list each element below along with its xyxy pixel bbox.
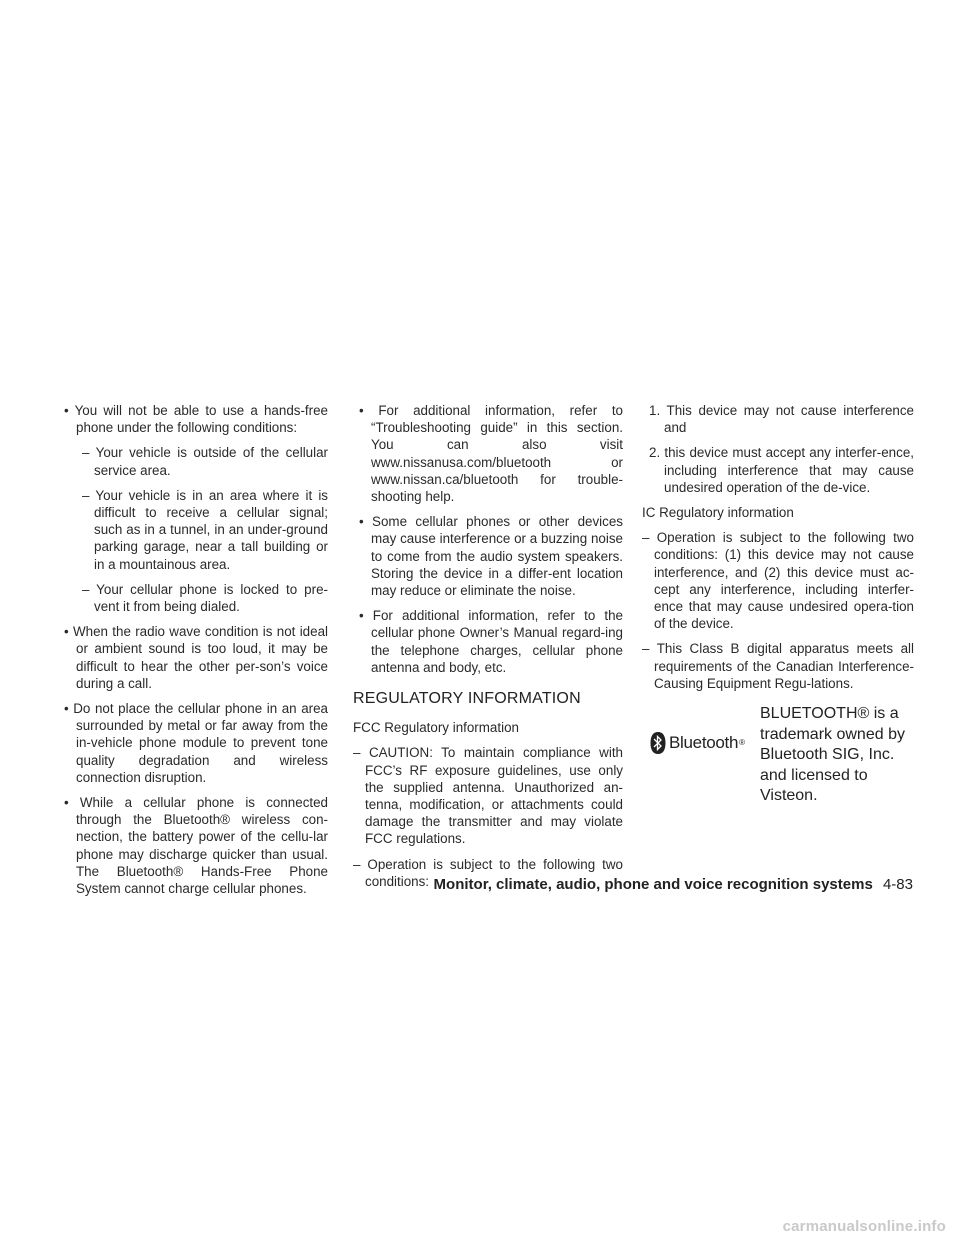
page-footer <box>434 876 913 893</box>
trademark-block <box>642 704 914 824</box>
logo-registered-mark: ® <box>739 738 746 748</box>
column-middle <box>353 402 623 898</box>
dash-item: – Operation is subject to the following two conditions: <box>353 856 623 889</box>
column-left <box>58 402 328 905</box>
bullet-item: • For additional information, refer to “Troubleshooting guide” in this section. You can also visit www.nissanusa.com/bluetooth or www.nissan.ca/bluetooth for trouble-shooting help. <box>359 403 623 505</box>
numbered-item: 1. This device may not cause interference and <box>649 403 914 436</box>
bullet-item: • When the radio wave condition is not ideal or ambient sound is too loud, it may be difficult to hear the other per-son’s voice during a call. <box>64 624 328 691</box>
bluetooth-logo <box>650 732 745 754</box>
logo-wordmark: Bluetooth <box>669 733 739 753</box>
bullet-item: • You will not be able to use a hands-free phone under the following conditions: <box>64 403 328 436</box>
footer-section-title: Monitor, climate, audio, phone and voice recognition systems <box>433 876 873 893</box>
dash-subitem: – Your vehicle is outside of the cellular service area. <box>82 445 328 478</box>
column-right <box>642 402 914 824</box>
watermark: carmanualsonline.info <box>782 1218 946 1235</box>
subheading: FCC Regulatory information <box>353 720 519 736</box>
dash-item: – Operation is subject to the following two conditions: (1) this device may not cause interference, and (2) this device must ac-cept any interference, including interfer-ence that may cause undesired opera-tion of the device. <box>642 530 914 632</box>
dash-item: – This Class B digital apparatus meets all requirements of the Canadian Interference-Causing Equipment Regu-lations. <box>642 641 914 691</box>
bullet-item: • For additional information, refer to the cellular phone Owner’s Manual regard-ing the telephone charges, cellular phone antenna and body, etc. <box>359 608 623 675</box>
dash-item: – CAUTION: To maintain compliance with FCC’s RF exposure guidelines, use only the supplied antenna. Unauthorized an-tenna, modification, or attachments could damage the transmitter and may violate FCC regulations. <box>353 745 623 847</box>
trademark-note: BLUETOOTH® is a trademark owned by Bluetooth SIG, Inc. and licensed to Visteon. <box>760 705 905 805</box>
dash-subitem: – Your cellular phone is locked to pre-vent it from being dialed. <box>82 581 328 615</box>
bullet-item: • Do not place the cellular phone in an area surrounded by metal or far away from the in-vehicle phone module to prevent tone quality degradation and wireless connection disruption. <box>64 701 328 785</box>
dash-subitem: – Your vehicle is in an area where it is difficult to receive a cellular signal; such as in a tunnel, in an under-ground parking garage, near a tall building or in a mountainous area. <box>82 487 328 572</box>
bullet-item: • Some cellular phones or other devices may cause interference or a buzzing noise to come from the audio system speakers. Storing the device in a differ-ent location may reduce or eliminate the noise. <box>359 514 623 599</box>
page-number: 4-83 <box>882 876 913 893</box>
bullet-item: • While a cellular phone is connected through the Bluetooth® wireless con-nection, the battery power of the cellu-lar phone may discharge quicker than usual. The Bluetooth® Hands-Free Phone System cannot charge cellular phones. <box>64 795 328 897</box>
bluetooth-icon <box>650 732 666 754</box>
subheading: IC Regulatory information <box>642 505 794 521</box>
numbered-item: 2. this device must accept any interfer-ence, including interference that may cause undesired operation of the de-vice. <box>649 445 914 495</box>
section-heading: REGULATORY INFORMATION <box>353 690 581 708</box>
